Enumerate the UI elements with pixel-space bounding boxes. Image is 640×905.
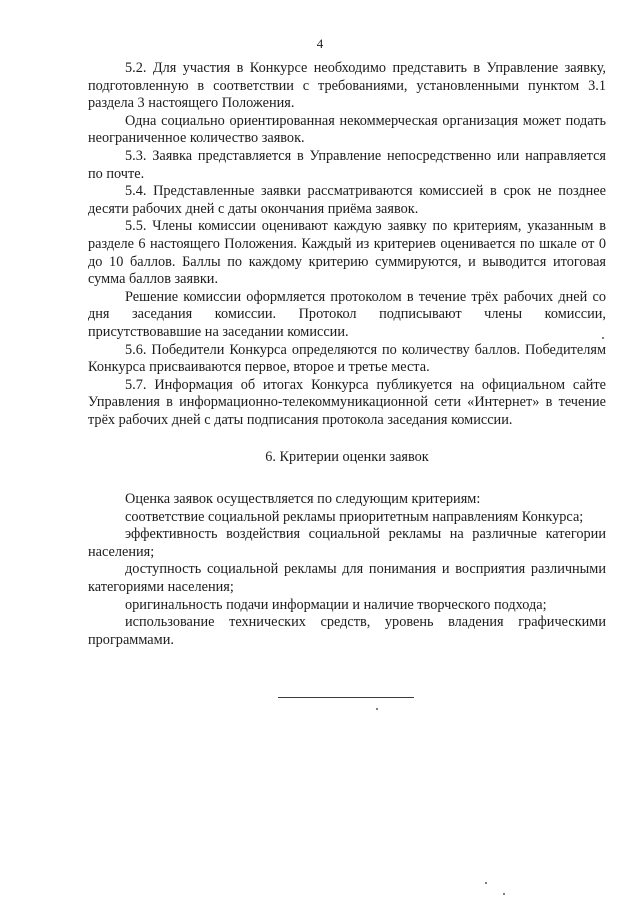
scan-speck [485, 882, 487, 884]
paragraph-5-2: 5.2. Для участия в Конкурсе необходимо представить в Управление заявку, подготовленную в соответствии с требованиями, установленными пунктом 3.1 раздела 3 настоящего Положения. [88, 60, 606, 112]
paragraph-5-5-decision: Решение комиссии оформляется протоколом в течение трёх рабочих дней со дня заседания комиссии. Протокол подписывают члены комиссии, присутствовавшие на заседании комиссии. [88, 288, 606, 340]
page-number: 4 [316, 36, 324, 51]
scan-speck [503, 893, 505, 895]
paragraph-5-4: 5.4. Представленные заявки рассматриваются комиссией в срок не позднее десяти рабочих дней с даты окончания приёма заявок. [88, 183, 606, 217]
paragraph-5-6: 5.6. Победители Конкурса определяются по количеству баллов. Победителям Конкурса присваиваются первое, второе и третье места. [88, 341, 606, 376]
criteria-item: соответствие социальной рекламы приоритетным направлениям Конкурса; [125, 508, 584, 525]
document-body [88, 60, 606, 649]
paragraph-5-2-note: Одна социально ориентированная некоммерческая организация может подать неограниченное количество заявок. [88, 112, 606, 147]
end-divider-line [278, 697, 414, 698]
criteria-intro: Оценка заявок осуществляется по следующим критериям: [125, 491, 481, 508]
paragraph-5-7: 5.7. Информация об итогах Конкурса публикуется на официальном сайте Управления в информационно-телекоммуникационной сети «Интернет» в течение трёх рабочих дней с даты подписания протокола заседания комиссии. [88, 376, 606, 428]
section-heading: 6. Критерии оценки заявок [265, 449, 429, 466]
scan-speck [602, 337, 604, 339]
criteria-item: оригинальность подачи информации и наличие творческого подхода; [125, 596, 547, 613]
criteria-item: доступность социальной рекламы для понимания и восприятия различными категориями населения; [88, 561, 606, 596]
paragraph-5-5: 5.5. Члены комиссии оценивают каждую заявку по критериям, указанным в разделе 6 настоящего Положения. Каждый из критериев оценивается по шкале от 0 до 10 баллов. Баллы по каждому критерию суммируются, и выводится итоговая сумма баллов заявки. [88, 218, 606, 288]
scan-speck [376, 708, 378, 710]
criteria-item: эффективность воздействия социальной рекламы на различные категории населения; [88, 526, 606, 560]
paragraph-5-3: 5.3. Заявка представляется в Управление непосредственно или направляется по почте. [88, 147, 606, 182]
criteria-item: использование технических средств, уровень владения графическими программами. [88, 614, 606, 648]
